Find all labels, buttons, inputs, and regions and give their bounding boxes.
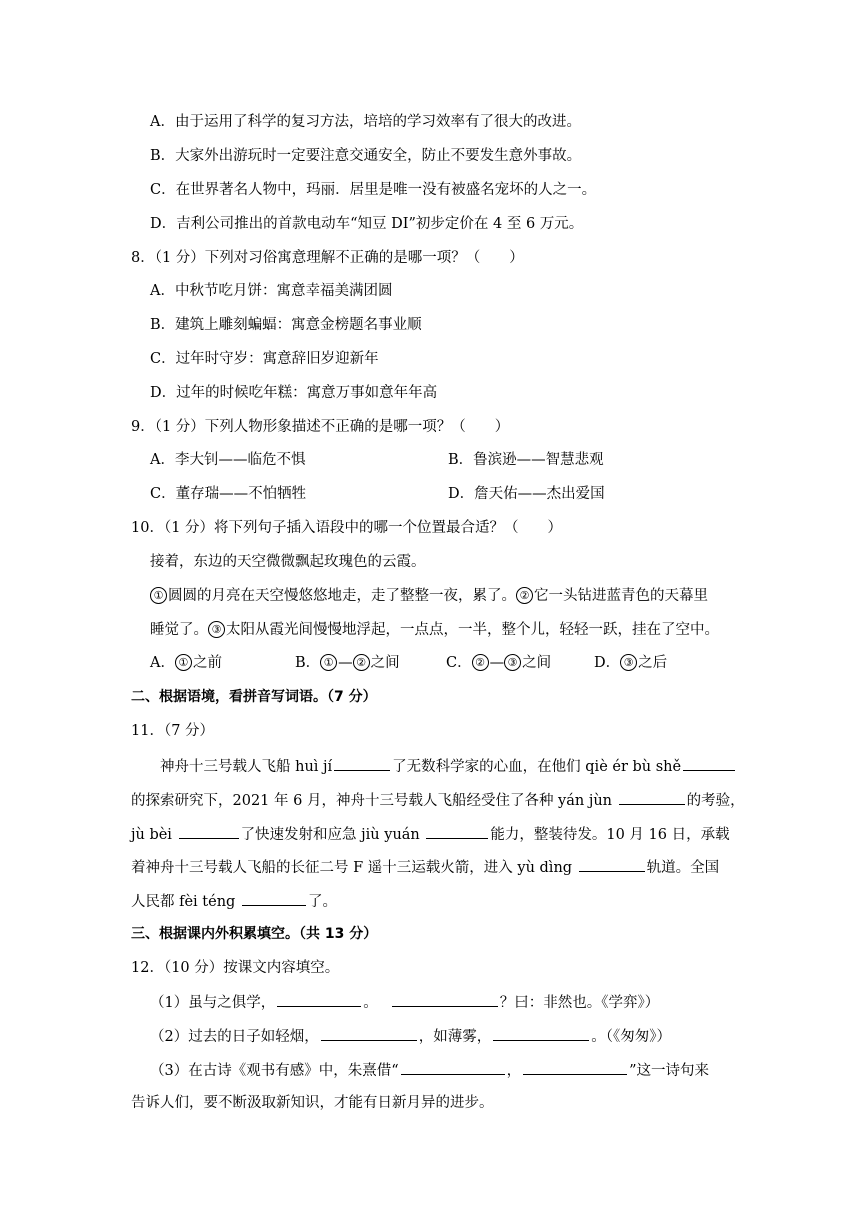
circled-number-2: ② [516,587,533,604]
q9-option-b: B．鲁滨逊——智慧悲观 [448,452,604,468]
q9-option-d: D．詹天佑——杰出爱国 [448,486,605,502]
q10-passage-part3: 睡觉了。 [150,622,208,638]
q10-sentence: 接着，东边的天空微微飘起玫瑰色的云霞。 [150,554,426,570]
option-letter: D． [594,655,621,671]
circled-number-3: ③ [620,654,637,671]
circled-number-3: ③ [208,621,225,638]
q8-option-b: B．建筑上雕刻蝙蝠：寓意金榜题名事业顺 [150,317,422,333]
q12-text: 。（《匆匆》） [591,1029,671,1045]
q12-text: （2）过去的日子如轻烟， [150,1029,319,1045]
q7-option-c: C．在世界著名人物中，玛丽．居里是唯一没有被盛名宠坏的人之一。 [150,182,597,198]
q11-text: 了。 [307,894,337,910]
q10-option-b [295,653,400,673]
q7-option-d: D．吉利公司推出的首款电动车“知豆 DI”初步定价在 4 至 6 万元。 [150,216,584,232]
option-text: 之前 [192,655,222,671]
circled-number-1: ① [150,587,167,604]
q10-passage-part4: 太阳从霞光间慢慢地浮起，一点点，一半，整个儿，轻轻一跃，挂在了空中。 [226,622,719,638]
answer-blank[interactable] [426,823,488,839]
q12-text: 。 [363,995,378,1011]
answer-blank[interactable] [683,755,735,771]
option-letter: A． [150,655,175,671]
q11-text: 了无数科学家的心血，在他们 qiè ér bù shě [392,759,682,775]
q10-stem: 10．（1 分）将下列句子插入语段中的哪一个位置最合适？（ ） [131,520,563,536]
q11-line4 [131,856,719,878]
q8-option-a: A．中秋节吃月饼：寓意幸福美满团圆 [150,283,393,299]
q12-text: ， [506,1063,522,1079]
answer-blank[interactable] [334,755,390,771]
option-letter: B． [295,655,321,671]
answer-blank[interactable] [277,991,361,1007]
q10-passage-part1: 圆圆的月亮在天空慢悠悠地走，走了整整一夜，累了。 [168,588,516,604]
answer-blank[interactable] [321,1025,417,1041]
q11-text: 了快速发射和应急 jiù yuán [240,827,425,843]
answer-blank[interactable] [619,789,685,805]
q12-item1 [150,991,659,1013]
answer-blank[interactable] [401,1059,505,1075]
q11-text: 神舟十三号载人飞船 huì jí [160,759,333,775]
option-text: 之后 [638,655,668,671]
q12-text: ”这一诗句来 [629,1063,710,1079]
q10-option-a [150,653,222,673]
q11-text: 轨道。全国 [646,860,720,876]
q9-option-c: C．董存瑞——不怕牺牲 [150,486,307,502]
dash: — [489,655,505,671]
section3-heading: 三、根据课内外积累填空。（共 13 分） [131,926,378,942]
q10-option-d [594,653,667,673]
q11-line3 [131,823,730,845]
q7-option-a: A．由于运用了科学的复习方法，培培的学习效率有了很大的改进。 [150,114,581,130]
q10-passage-line2 [150,620,719,640]
q12-item2 [150,1025,671,1047]
q12-text: ，如薄雾， [418,1029,492,1045]
circled-number-3: ③ [504,654,521,671]
answer-blank[interactable] [579,856,645,872]
q10-passage-part2: 它一头钻进蓝青色的天幕里 [534,588,708,604]
answer-blank[interactable] [179,823,239,839]
q7-option-b: B．大家外出游玩时一定要注意交通安全，防止不要发生意外事故。 [150,148,582,164]
q10-passage-line1 [150,586,708,606]
q12-text: （1）虽与之俱学， [150,995,276,1011]
q12-item3 [150,1059,709,1081]
q11-text: jù bèi [131,827,177,843]
option-text: 之间 [522,655,552,671]
answer-blank[interactable] [523,1059,627,1075]
q11-line1 [160,755,737,777]
q11-text: 能力，整装待发。10 月 16 日，承载 [490,827,730,843]
option-text: 之间 [370,655,400,671]
answer-blank[interactable] [493,1025,589,1041]
circled-number-2: ② [353,654,370,671]
q11-line5 [131,890,337,912]
q12-text: （3）在古诗《观书有感》中，朱熹借“ [150,1063,399,1079]
q11-text: 人民都 fèi téng [131,894,240,910]
q11-label: 11．（7 分） [131,723,215,739]
q9-option-a: A．李大钊——临危不惧 [150,452,306,468]
q11-line2 [131,789,745,811]
circled-number-1: ① [320,654,337,671]
q8-option-d: D．过年的时候吃年糕：寓意万事如意年年高 [150,385,438,401]
q11-text: 的探索研究下，2021 年 6 月，神舟十三号载人飞船经受住了各种 yán jùn [131,793,617,809]
q12-item3-continued: 告诉人们，要不断汲取新知识，才能有日新月异的进步。 [131,1095,494,1111]
answer-blank[interactable] [392,991,498,1007]
q8-stem: 8．（1 分）下列对习俗寓意理解不正确的是哪一项？（ ） [131,250,524,266]
circled-number-1: ① [175,654,192,671]
q11-text: 着神舟十三号载人飞船的长征二号 F 遥十三运载火箭，进入 yù dìng [131,860,577,876]
answer-blank[interactable] [242,890,306,906]
q12-text: ？曰：非然也。《学弈》） [499,995,660,1011]
q11-text: 的考验， [686,793,745,809]
q12-stem: 12．（10 分）按课文内容填空。 [131,960,340,976]
q9-stem: 9．（1 分）下列人物形象描述不正确的是哪一项？（ ） [131,419,510,435]
dash: — [338,655,353,671]
option-letter: C． [446,655,472,671]
q8-option-c: C．过年时守岁：寓意辞旧岁迎新年 [150,351,379,367]
circled-number-2: ② [472,654,489,671]
section2-heading: 二、根据语境，看拼音写词语。（7 分） [131,689,377,705]
q10-option-c [446,653,551,673]
